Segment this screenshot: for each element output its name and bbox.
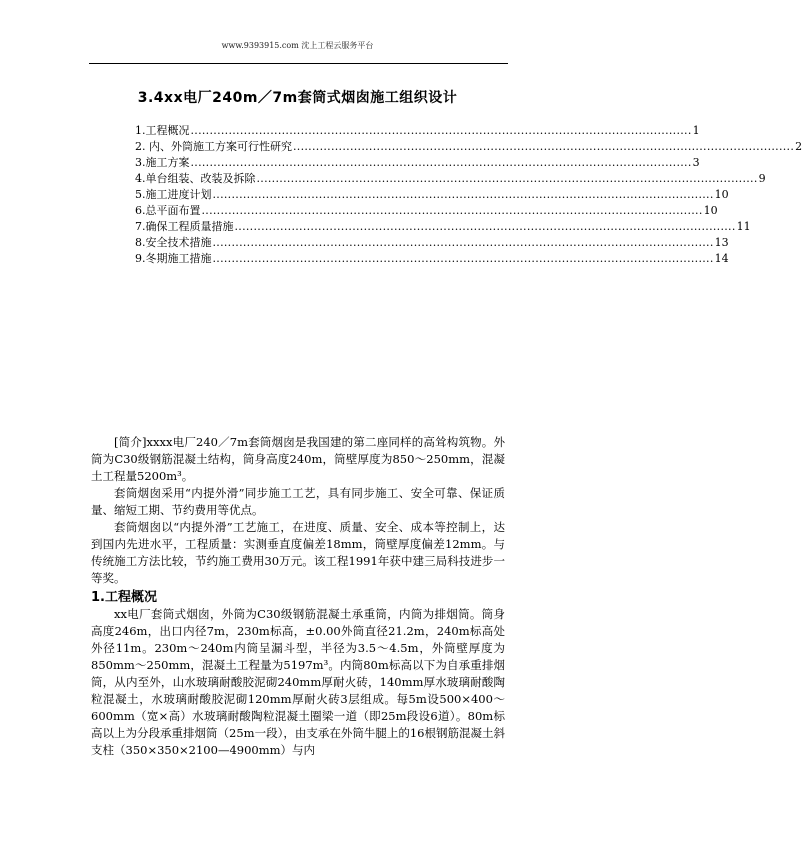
page-header: www.9393915.com 沈上工程云服务平台	[221, 41, 374, 50]
toc-item-page: 11	[736, 220, 751, 233]
toc-item-page: 14	[714, 252, 729, 265]
toc-item[interactable]	[135, 155, 700, 171]
intro-paragraph: [简介]xxxx电厂240／7m套筒烟囱是我国建的第二座同样的高耸构筑物。外筒为C30级钢筋混凝土结构，筒身高度240m，筒壁厚度为850～250mm，混凝土工程量5200m³。	[91, 435, 505, 483]
toc-leader-dots: ....................................................................................................................................	[212, 188, 714, 201]
toc-item-label: 9.冬期施工措施	[135, 252, 212, 265]
header-divider	[89, 63, 508, 64]
toc-item-label: 3.施工方案	[135, 156, 190, 169]
section-heading: 1.工程概况	[91, 590, 157, 605]
toc-item-page: 13	[714, 236, 729, 249]
toc-item-label: 8.安全技术措施	[135, 236, 212, 249]
intro-paragraph: 套筒烟囱采用“内提外滑”同步施工工艺，具有同步施工、安全可靠、保证质量、缩短工期、节约费用等优点。	[91, 486, 505, 517]
toc-item[interactable]	[135, 187, 729, 203]
toc-leader-dots: ....................................................................................................................................	[190, 156, 692, 169]
toc-leader-dots: ....................................................................................................................................	[190, 124, 692, 137]
section-paragraph: xx电厂套筒式烟囱，外筒为C30级钢筋混凝土承重筒，内筒为排烟筒。筒身高度246m，出口内径7m，230m标高，±0.00外筒直径21.2m，240m标高处外径11m。230m～240m内筒呈漏斗型，半径为3.5～4.5m，外筒壁厚度为850mm～250mm，混凝土工程量为5197m³。内筒80m标高以下为自承重排烟筒，从内至外，山水玻璃耐酸胶泥砌240mm厚耐火砖，140mm厚水玻璃耐酸陶粒混凝土，水玻璃耐酸胶泥砌120mm厚耐火砖3层组成。每5m设500×400～600mm（宽×高）水玻璃耐酸陶粒混凝土圈梁一道（即25m段设6道）。80m标高以上为分段承重排烟筒（25m一段），由支承在外筒牛腿上的16根钢筋混凝土斜支柱（350×350×2100—4900mm）与内	[91, 607, 505, 757]
toc-item-label: 2. 内、外筒施工方案可行性研究	[135, 140, 292, 153]
section-body	[91, 606, 505, 759]
toc-item-page: 10	[714, 188, 729, 201]
toc-item[interactable]	[135, 171, 766, 187]
toc-leader-dots: ....................................................................................................................................	[201, 204, 703, 217]
intro-section	[91, 434, 505, 587]
document-title: 3.4xx电厂240m／7m套筒式烟囱施工组织设计	[137, 90, 458, 106]
toc-item-page: 1	[692, 124, 700, 137]
toc-item-label: 6.总平面布置	[135, 204, 201, 217]
toc-item[interactable]	[135, 235, 729, 251]
toc-leader-dots: ....................................................................................................................................	[256, 172, 758, 185]
table-of-contents	[135, 123, 802, 267]
toc-item-page: 2	[795, 140, 802, 153]
toc-item[interactable]	[135, 123, 700, 139]
toc-item-label: 5.施工进度计划	[135, 188, 212, 201]
toc-item[interactable]	[135, 139, 802, 155]
intro-paragraph: 套筒烟囱以“内提外滑”工艺施工，在进度、质量、安全、成本等控制上，达到国内先进水平，工程质量：实测垂直度偏差18mm，筒壁厚度偏差12mm。与传统施工方法比较，节约施工费用30万元。该工程1991年获中建三局科技进步一等奖。	[91, 520, 505, 585]
toc-item-label: 7.确保工程质量措施	[135, 220, 234, 233]
toc-item-label: 1.工程概况	[135, 124, 190, 137]
toc-item[interactable]	[135, 203, 718, 219]
toc-item-page: 10	[703, 204, 718, 217]
toc-item-page: 3	[692, 156, 700, 169]
toc-item[interactable]	[135, 251, 729, 267]
toc-item-page: 9	[758, 172, 766, 185]
toc-leader-dots: ....................................................................................................................................	[212, 252, 714, 265]
toc-leader-dots: ....................................................................................................................................	[293, 140, 795, 153]
toc-leader-dots: ....................................................................................................................................	[234, 220, 736, 233]
toc-leader-dots: ....................................................................................................................................	[212, 236, 714, 249]
toc-item-label: 4.单台组装、改装及拆除	[135, 172, 256, 185]
toc-item[interactable]	[135, 219, 751, 235]
